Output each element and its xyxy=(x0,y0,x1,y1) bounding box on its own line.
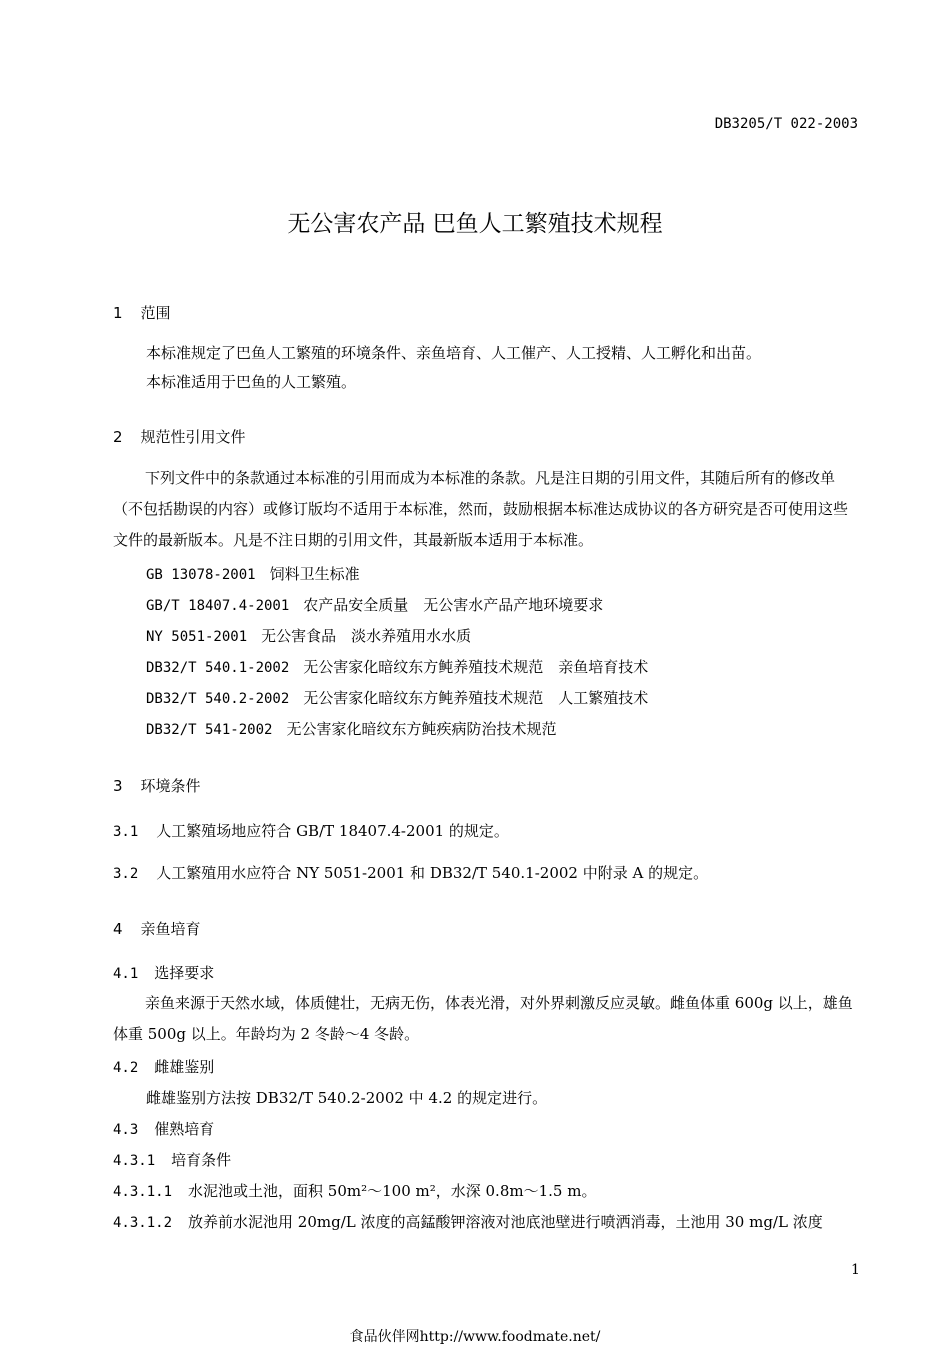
reference-code: GB 13078-2001 xyxy=(146,567,256,583)
reference-code: DB32/T 540.2-2002 xyxy=(146,691,290,707)
reference-code: GB/T 18407.4-2001 xyxy=(146,598,290,614)
reference-title: 无公害家化暗纹东方鲀养殖技术规范 人工繁殖技术 xyxy=(303,689,649,707)
reference-item xyxy=(146,594,603,615)
section-title: 规范性引用文件 xyxy=(140,428,246,446)
paragraph: 本标准适用于巴鱼的人工繁殖。 xyxy=(146,373,357,391)
section-title: 亲鱼培育 xyxy=(140,920,201,938)
reference-title: 无公害家化暗纹东方鲀疾病防治技术规范 xyxy=(286,720,557,738)
clause-number: 4.1 xyxy=(113,966,139,982)
reference-title: 无公害家化暗纹东方鲀养殖技术规范 亲鱼培育技术 xyxy=(303,658,649,676)
clause-text: 人工繁殖用水应符合 NY 5051-2001 和 DB32/T 540.1-2002 中附录 A 的规定。 xyxy=(156,864,709,882)
paragraph-block xyxy=(113,988,858,1050)
section-number: 3 xyxy=(113,777,123,795)
page-title: 无公害农产品 巴鱼人工繁殖技术规程 xyxy=(287,211,663,237)
clause-4-3-heading xyxy=(113,1118,214,1139)
clause-number: 4.2 xyxy=(113,1060,139,1076)
reference-item xyxy=(146,563,360,584)
page-number: 1 xyxy=(851,1262,860,1278)
section-2-heading xyxy=(113,426,246,447)
section-1-heading xyxy=(113,302,171,323)
clause-4-2-heading xyxy=(113,1056,214,1077)
section-number: 2 xyxy=(113,428,123,446)
reference-code: NY 5051-2001 xyxy=(146,629,248,645)
clause-4-3-1-2 xyxy=(113,1211,823,1232)
paragraph: 下列文件中的条款通过本标准的引用而成为本标准的条款。凡是注日期的引用文件，其随后所有的修改单（不包括勘误的内容）或修订版均不适用于本标准，然而，鼓励根据本标准达成协议的各方研究是否可使用这些文件的最新版本。凡是不注日期的引用文件，其最新版本适用于本标准。 xyxy=(113,469,849,549)
clause-number: 3.2 xyxy=(113,866,139,882)
clause-4-1-heading xyxy=(113,962,214,983)
section-title: 环境条件 xyxy=(140,777,201,795)
clause-text: 水泥池或土池，面积 50m²～100 m²，水深 0.8m～1.5 m。 xyxy=(188,1182,597,1200)
clause-number: 4.3 xyxy=(113,1122,139,1138)
clause-number: 3.1 xyxy=(113,824,139,840)
paragraph-block xyxy=(113,463,858,556)
clause-text: 放养前水泥池用 20mg/L 浓度的高錳酸钾溶液对池底池壁进行喷洒消毒，土池用 30 mg/L 浓度 xyxy=(188,1213,823,1231)
paragraph: 亲鱼来源于天然水域，体质健壮，无病无伤，体表光滑，对外界刺激反应灵敏。雌鱼体重 600g 以上，雄鱼体重 500g 以上。年龄均为 2 冬龄～4 冬龄。 xyxy=(113,994,853,1043)
reference-title: 饲料卫生标准 xyxy=(269,565,360,583)
reference-code: DB32/T 540.1-2002 xyxy=(146,660,290,676)
clause-number: 4.3.1.2 xyxy=(113,1215,173,1231)
section-3-heading xyxy=(113,775,201,796)
paragraph: 雌雄鉴别方法按 DB32/T 540.2-2002 中 4.2 的规定进行。 xyxy=(146,1089,548,1107)
reference-item xyxy=(146,656,648,677)
reference-item xyxy=(146,718,556,739)
clause-3-2 xyxy=(113,862,708,883)
section-number: 1 xyxy=(113,304,123,322)
reference-item xyxy=(146,625,471,646)
reference-code: DB32/T 541-2002 xyxy=(146,722,273,738)
reference-title: 无公害食品 淡水养殖用水水质 xyxy=(261,627,472,645)
reference-title: 农产品安全质量 无公害水产品产地环境要求 xyxy=(303,596,604,614)
section-4-heading xyxy=(113,918,201,939)
clause-3-1 xyxy=(113,820,509,841)
paragraph: 本标准规定了巴鱼人工繁殖的环境条件、亲鱼培育、人工催产、人工授精、人工孵化和出苗。 xyxy=(146,344,762,362)
clause-title: 雌雄鉴别 xyxy=(154,1058,215,1076)
clause-title: 选择要求 xyxy=(154,964,215,982)
section-title: 范围 xyxy=(140,304,171,322)
reference-item xyxy=(146,687,648,708)
clause-title: 催熟培育 xyxy=(154,1120,215,1138)
clause-text: 人工繁殖场地应符合 GB/T 18407.4-2001 的规定。 xyxy=(156,822,509,840)
clause-number: 4.3.1 xyxy=(113,1153,156,1169)
clause-4-3-1-1 xyxy=(113,1180,596,1201)
clause-number: 4.3.1.1 xyxy=(113,1184,173,1200)
clause-4-3-1-heading xyxy=(113,1149,231,1170)
standard-code: DB3205/T 022-2003 xyxy=(714,116,858,132)
clause-title: 培育条件 xyxy=(171,1151,232,1169)
footer-link[interactable]: 食品伙伴网http://www.foodmate.net/ xyxy=(349,1329,601,1345)
section-number: 4 xyxy=(113,920,123,938)
